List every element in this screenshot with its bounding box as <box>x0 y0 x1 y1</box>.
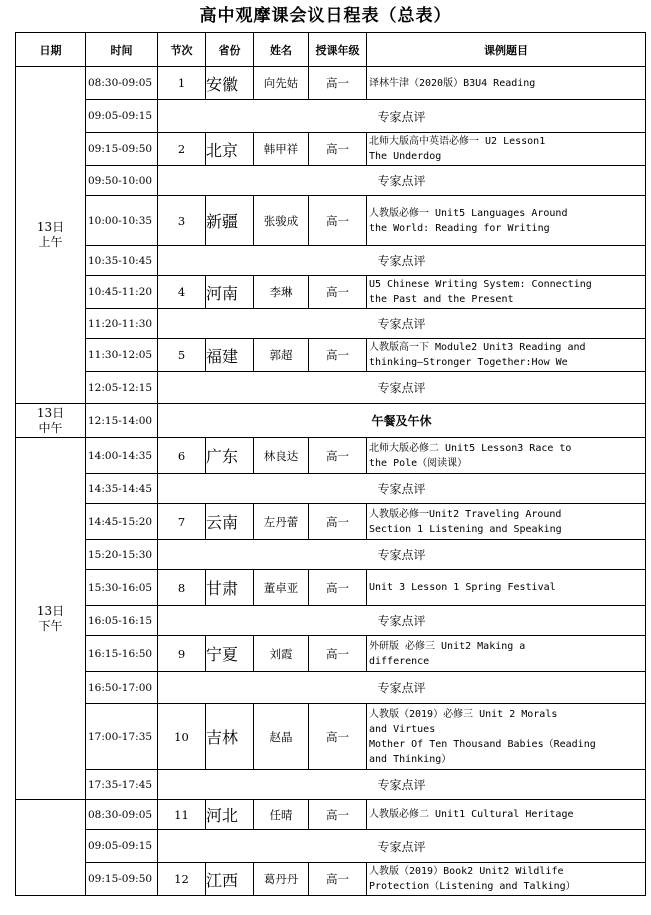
lesson-row <box>16 863 646 896</box>
time-cell: 08:30-09:05 <box>86 67 158 100</box>
review-row <box>16 246 646 276</box>
grade-cell: 高一 <box>309 636 367 672</box>
topic-line: and Thinking） <box>369 753 452 765</box>
teacher-name: 赵晶 <box>254 704 309 770</box>
teacher-name: 左丹蕾 <box>254 504 309 540</box>
teacher-name: 郭超 <box>254 339 309 372</box>
grade-cell: 高一 <box>309 704 367 770</box>
session-number: 5 <box>158 339 206 372</box>
time-cell: 11:20-11:30 <box>86 309 158 339</box>
date-line: 13日 <box>36 220 65 234</box>
lesson-topic <box>367 504 646 540</box>
date-cell <box>16 800 86 896</box>
time-cell: 10:45-11:20 <box>86 276 158 309</box>
time-cell: 17:35-17:45 <box>86 770 158 800</box>
teacher-name: 李琳 <box>254 276 309 309</box>
time-cell: 09:15-09:50 <box>86 133 158 166</box>
topic-line: 人教版（2019）Book2 Unit2 Wildlife <box>369 866 564 877</box>
session-number: 1 <box>158 67 206 100</box>
topic-line: Section 1 Listening and Speaking <box>369 523 562 535</box>
province-cell: 吉林 <box>206 704 254 770</box>
grade-cell: 高一 <box>309 67 367 100</box>
expert-review: 专家点评 <box>158 166 646 196</box>
time-cell: 16:50-17:00 <box>86 672 158 704</box>
lesson-topic <box>367 570 646 606</box>
lesson-topic <box>367 339 646 372</box>
session-number: 6 <box>158 438 206 474</box>
session-number: 3 <box>158 196 206 246</box>
topic-line: 北师大版必修二 Unit5 Lesson3 Race to <box>369 442 572 454</box>
review-row <box>16 672 646 704</box>
topic-line: 译林牛津（2020版）B3U4 Reading <box>369 77 536 89</box>
topic-line: thinking—Stronger Together:How We <box>369 357 568 368</box>
lesson-topic <box>367 800 646 830</box>
topic-line: 外研版 必修三 Unit2 Making a <box>369 640 526 652</box>
lesson-row <box>16 339 646 372</box>
grade-cell: 高一 <box>309 276 367 309</box>
topic-line: the Past and the Present <box>369 294 514 305</box>
expert-review: 专家点评 <box>158 672 646 704</box>
time-cell: 16:05-16:15 <box>86 606 158 636</box>
lesson-topic <box>367 863 646 896</box>
time-cell: 09:05-09:15 <box>86 100 158 133</box>
teacher-name: 任晴 <box>254 800 309 830</box>
time-cell: 09:15-09:50 <box>86 863 158 896</box>
header-session: 节次 <box>158 33 206 67</box>
time-cell: 14:45-15:20 <box>86 504 158 540</box>
time-cell: 10:35-10:45 <box>86 246 158 276</box>
topic-line: 北师大版高中英语必修一 U2 Lesson1 <box>369 136 546 147</box>
province-cell: 北京 <box>206 133 254 166</box>
lesson-topic <box>367 67 646 100</box>
time-cell: 10:00-10:35 <box>86 196 158 246</box>
expert-review: 专家点评 <box>158 246 646 276</box>
date-cell <box>16 438 86 800</box>
review-row <box>16 540 646 570</box>
teacher-name: 张骏成 <box>254 196 309 246</box>
schedule-table <box>15 32 646 896</box>
expert-review: 专家点评 <box>158 606 646 636</box>
lesson-topic <box>367 196 646 246</box>
schedule-body <box>16 67 646 896</box>
date-cell <box>16 67 86 404</box>
time-cell: 09:05-09:15 <box>86 830 158 863</box>
lesson-row <box>16 276 646 309</box>
review-row <box>16 770 646 800</box>
lesson-row <box>16 196 646 246</box>
lesson-row <box>16 636 646 672</box>
province-cell: 宁夏 <box>206 636 254 672</box>
grade-cell: 高一 <box>309 504 367 540</box>
expert-review: 专家点评 <box>158 100 646 133</box>
expert-review: 专家点评 <box>158 372 646 404</box>
time-cell: 12:15-14:00 <box>86 404 158 438</box>
province-cell: 安徽 <box>206 67 254 100</box>
lesson-topic <box>367 704 646 770</box>
time-cell: 11:30-12:05 <box>86 339 158 372</box>
time-cell: 17:00-17:35 <box>86 704 158 770</box>
topic-line: 人教版高一下 Module2 Unit3 Reading and <box>369 342 586 353</box>
session-number: 11 <box>158 800 206 830</box>
province-cell: 福建 <box>206 339 254 372</box>
review-row <box>16 830 646 863</box>
expert-review: 专家点评 <box>158 830 646 863</box>
topic-line: difference <box>369 655 430 667</box>
header-row <box>16 33 646 67</box>
province-cell: 新疆 <box>206 196 254 246</box>
time-cell: 16:15-16:50 <box>86 636 158 672</box>
lesson-row <box>16 570 646 606</box>
page-title: 高中观摩课会议日程表（总表） <box>199 6 452 26</box>
lesson-topic <box>367 438 646 474</box>
lesson-row <box>16 133 646 166</box>
teacher-name: 林良达 <box>254 438 309 474</box>
grade-cell: 高一 <box>309 570 367 606</box>
topic-line: 人教版必修二 Unit1 Cultural Heritage <box>369 809 574 820</box>
topic-line: The Underdog <box>369 151 442 162</box>
lesson-row <box>16 800 646 830</box>
teacher-name: 向先姑 <box>254 67 309 100</box>
province-cell: 广东 <box>206 438 254 474</box>
topic-line: and Virtues <box>369 723 436 735</box>
review-row <box>16 474 646 504</box>
lesson-topic <box>367 636 646 672</box>
teacher-name: 葛丹丹 <box>254 863 309 896</box>
province-cell: 河南 <box>206 276 254 309</box>
province-cell: 云南 <box>206 504 254 540</box>
grade-cell: 高一 <box>309 133 367 166</box>
lesson-row <box>16 704 646 770</box>
time-cell: 14:35-14:45 <box>86 474 158 504</box>
date-line: 下午 <box>38 618 63 633</box>
lunch-row <box>16 404 646 438</box>
time-cell: 12:05-12:15 <box>86 372 158 404</box>
session-number: 10 <box>158 704 206 770</box>
topic-line: 人教版（2019）必修三 Unit 2 Morals <box>369 708 558 720</box>
header-time: 时间 <box>86 33 158 67</box>
province-cell: 甘肃 <box>206 570 254 606</box>
lesson-row <box>16 504 646 540</box>
lesson-row <box>16 67 646 100</box>
topic-line: the Pole（阅读课） <box>369 457 468 469</box>
grade-cell: 高一 <box>309 339 367 372</box>
province-cell: 江西 <box>206 863 254 896</box>
session-number: 12 <box>158 863 206 896</box>
lesson-topic <box>367 276 646 309</box>
review-row <box>16 100 646 133</box>
header-grade: 授课年级 <box>309 33 367 67</box>
grade-cell: 高一 <box>309 800 367 830</box>
lunch-break: 午餐及午休 <box>158 404 646 438</box>
lesson-topic <box>367 133 646 166</box>
teacher-name: 董卓亚 <box>254 570 309 606</box>
review-row <box>16 372 646 404</box>
topic-line: Unit 3 Lesson 1 Spring Festival <box>369 582 556 593</box>
teacher-name: 韩甲祥 <box>254 133 309 166</box>
header-topic: 课例题目 <box>367 33 646 67</box>
session-number: 8 <box>158 570 206 606</box>
topic-line: U5 Chinese Writing System: Connecting <box>369 279 592 290</box>
expert-review: 专家点评 <box>158 309 646 339</box>
time-cell: 14:00-14:35 <box>86 438 158 474</box>
review-row <box>16 606 646 636</box>
review-row <box>16 309 646 339</box>
review-row <box>16 166 646 196</box>
session-number: 4 <box>158 276 206 309</box>
session-number: 9 <box>158 636 206 672</box>
topic-line: 人教版必修一Unit2 Traveling Around <box>369 508 562 520</box>
lesson-row <box>16 438 646 474</box>
expert-review: 专家点评 <box>158 474 646 504</box>
session-number: 7 <box>158 504 206 540</box>
topic-line: 人教版必修一 Unit5 Languages Around <box>369 207 568 219</box>
grade-cell: 高一 <box>309 438 367 474</box>
expert-review: 专家点评 <box>158 540 646 570</box>
time-cell: 15:30-16:05 <box>86 570 158 606</box>
teacher-name: 刘霞 <box>254 636 309 672</box>
date-line: 13日 <box>36 405 65 420</box>
header-name: 姓名 <box>254 33 309 67</box>
grade-cell: 高一 <box>309 863 367 896</box>
date-cell <box>16 404 86 438</box>
expert-review: 专家点评 <box>158 770 646 800</box>
topic-line: Protection（Listening and Talking） <box>369 881 576 892</box>
date-line: 上午 <box>38 235 63 249</box>
date-line: 13日 <box>36 603 65 618</box>
province-cell: 河北 <box>206 800 254 830</box>
topic-line: Mother Of Ten Thousand Babies（Reading <box>369 738 596 750</box>
session-number: 2 <box>158 133 206 166</box>
time-cell: 15:20-15:30 <box>86 540 158 570</box>
topic-line: the World: Reading for Writing <box>369 222 550 234</box>
date-line: 中午 <box>38 420 63 435</box>
header-province: 省份 <box>206 33 254 67</box>
grade-cell: 高一 <box>309 196 367 246</box>
time-cell: 09:50-10:00 <box>86 166 158 196</box>
time-cell: 08:30-09:05 <box>86 800 158 830</box>
header-date: 日期 <box>16 33 86 67</box>
